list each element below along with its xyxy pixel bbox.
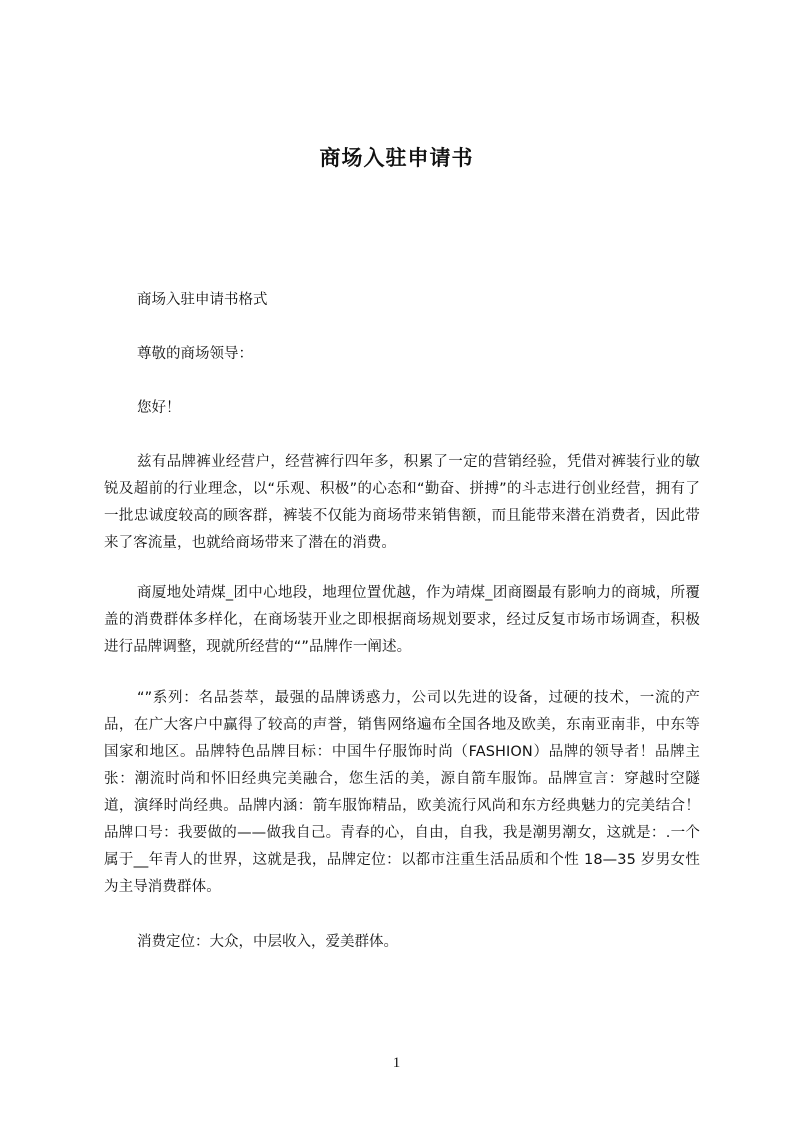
document-subtitle: 商场入驻申请书格式 [137, 292, 268, 308]
body-paragraph-2: 商厦地处靖煤_团中心地段，地理位置优越，作为靖煤_团商圈最有影响力的商城，所覆盖的消费群体多样化，在商场装开业之即根据商场规划要求，经过反复市场市场调查，积极进行品牌调整，现就所经营的“”品牌作一阐述。 [104, 585, 700, 655]
body-paragraph-3: “”系列：名品荟萃，最强的品牌诱惑力，公司以先进的设备，过硬的技术，一流的产品，在广大客户中赢得了较高的声誉，销售网络遍布全国各地及欧美，东南亚南非，中东等国家和地区。品牌特色品牌目标：中国牛仔服饰时尚（FASHION）品牌的领导者！品牌主张：潮流时尚和怀旧经典完美融合，您生活的美，源自箭车服饰。品牌宣言：穿越时空隧道，演绎时尚经典。品牌内涵：箭车服饰精品，欧美流行风尚和东方经典魅力的完美结合！品牌口号：我要做的——做我自己。青春的心，自由，自我，我是潮男潮女，这就是：.一个属于__年青人的世界，这就是我，品牌定位：以都市注重生活品质和个性 18—35 岁男女性为主导消费群体。 [104, 690, 700, 895]
greeting: 您好！ [137, 400, 181, 416]
document-title: 商场入驻申请书 [319, 146, 474, 170]
page-number: 1 [392, 1055, 401, 1071]
body-paragraph-1: 兹有品牌裤业经营户，经营裤行四年多，积累了一定的营销经验，凭借对裤装行业的敏锐及超前的行业理念，以“乐观、积极”的心态和“勤奋、拼搏”的斗志进行创业经营，拥有了一批忠诚度较高的顾客群，裤装不仅能为商场带来销售额，而且能带来潜在消费者，因此带来了客流量，也就给商场带来了潜在的消费。 [104, 454, 700, 551]
consumer-positioning: 消费定位：大众，中层收入，爱美群体。 [137, 934, 398, 950]
salutation: 尊敬的商场领导： [137, 346, 253, 362]
